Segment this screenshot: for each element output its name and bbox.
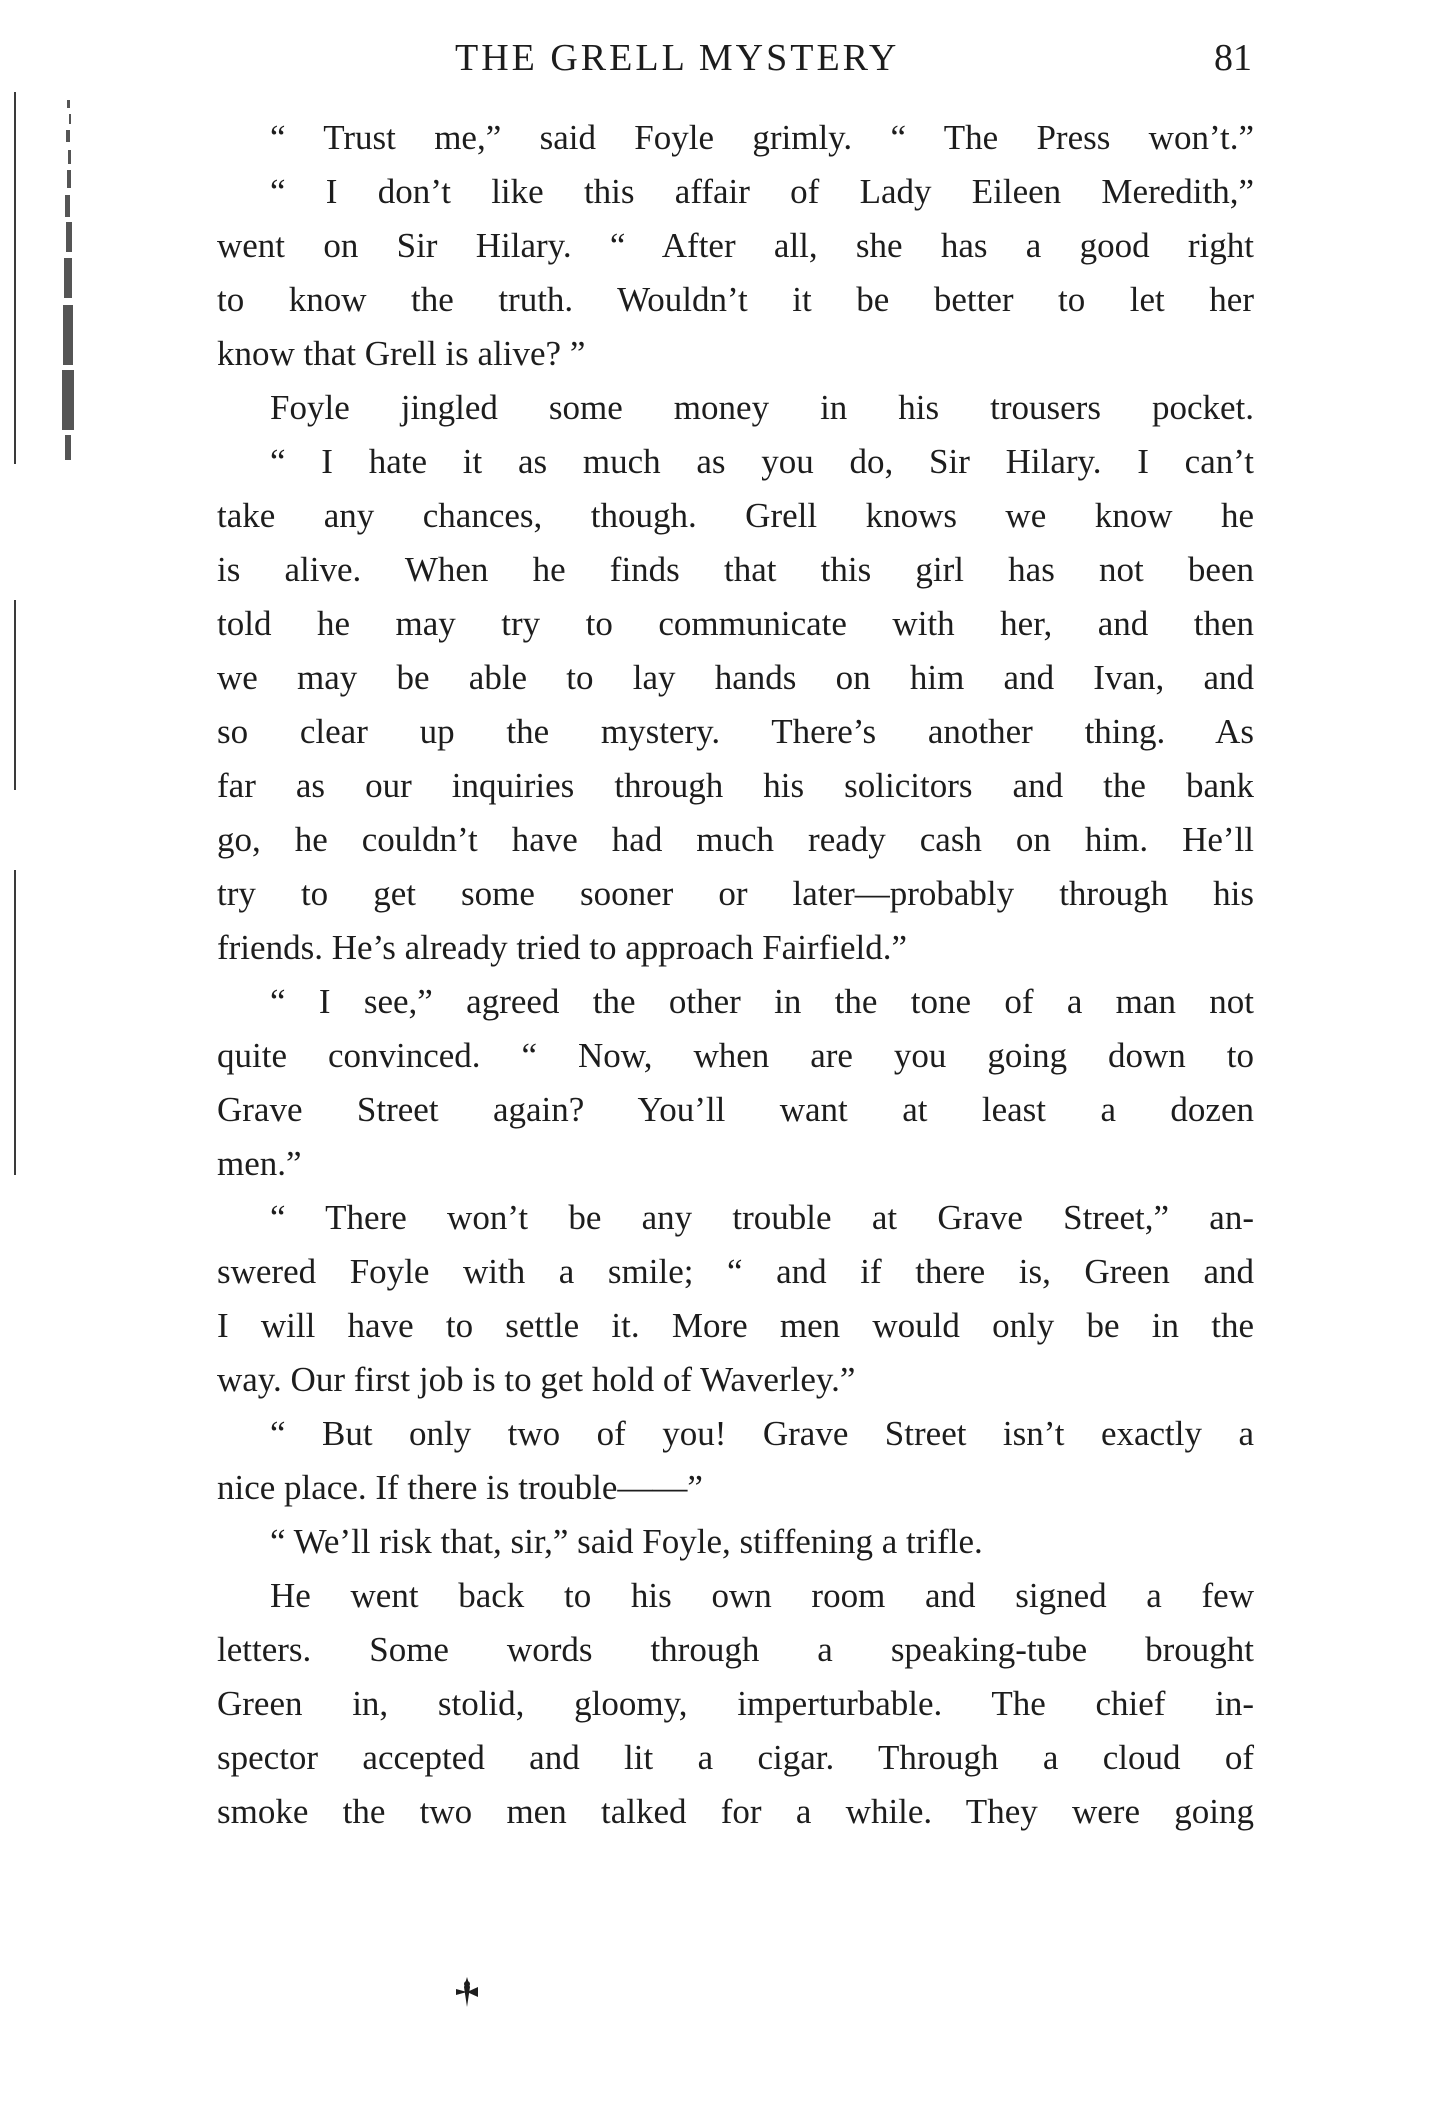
text-line: told he may try to communicate with her, and then xyxy=(217,604,1254,643)
text-line: “ I don’t like this affair of Lady Eileen Meredith,” xyxy=(270,172,1254,211)
body-text xyxy=(217,111,1254,1839)
text-line: nice place. If there is trouble——” xyxy=(217,1468,703,1507)
text-line: I will have to settle it. More men would only be in the xyxy=(217,1306,1254,1345)
text-line: so clear up the mystery. There’s another thing. As xyxy=(217,712,1254,751)
text-line: smoke the two men talked for a while. They were going xyxy=(217,1792,1254,1831)
running-title: THE GRELL MYSTERY xyxy=(455,37,900,79)
text-line: “ But only two of you! Grave Street isn’t exactly a xyxy=(270,1414,1254,1453)
text-line: swered Foyle with a smile; “ and if there is, Green and xyxy=(217,1252,1254,1291)
text-line: to know the truth. Wouldn’t it be better to let her xyxy=(217,280,1254,319)
binding-edge-texture xyxy=(55,100,85,470)
text-line: Green in, stolid, gloomy, imperturbable. The chief in- xyxy=(217,1684,1254,1723)
gutter-rule-top xyxy=(14,92,16,464)
text-line: far as our inquiries through his solicitors and the bank xyxy=(217,766,1254,805)
text-line: Foyle jingled some money in his trousers pocket. xyxy=(270,388,1254,427)
text-line: Grave Street again? You’ll want at least a dozen xyxy=(217,1090,1254,1129)
gutter-rule-middle xyxy=(14,600,16,790)
text-line: “ I see,” agreed the other in the tone of a man not xyxy=(270,982,1254,1021)
text-line: “ There won’t be any trouble at Grave Street,” an- xyxy=(270,1198,1254,1237)
text-line: went on Sir Hilary. “ After all, she has a good right xyxy=(217,226,1254,265)
text-line: He went back to his own room and signed a few xyxy=(270,1576,1254,1615)
page-number: 81 xyxy=(1214,37,1252,79)
text-line: we may be able to lay hands on him and Ivan, and xyxy=(217,658,1254,697)
text-line: quite convinced. “ Now, when are you going down to xyxy=(217,1036,1254,1075)
text-line: go, he couldn’t have had much ready cash on him. He’ll xyxy=(217,820,1254,859)
fleuron-ornament-icon xyxy=(452,1975,482,2009)
text-line: men.” xyxy=(217,1144,302,1183)
text-line: take any chances, though. Grell knows we know he xyxy=(217,496,1254,535)
gutter-rule-short xyxy=(14,975,16,1175)
text-line: know that Grell is alive? ” xyxy=(217,334,586,373)
text-line: “ I hate it as much as you do, Sir Hilary. I can’t xyxy=(270,442,1254,481)
text-line: way. Our first job is to get hold of Waverley.” xyxy=(217,1360,856,1399)
text-line: “ Trust me,” said Foyle grimly. “ The Press won’t.” xyxy=(270,118,1254,157)
text-line: try to get some sooner or later—probably through his xyxy=(217,874,1254,913)
text-line: spector accepted and lit a cigar. Through a cloud of xyxy=(217,1738,1254,1777)
text-line: is alive. When he finds that this girl has not been xyxy=(217,550,1254,589)
text-line: letters. Some words through a speaking-tube brought xyxy=(217,1630,1254,1669)
text-line: “ We’ll risk that, sir,” said Foyle, stiffening a trifle. xyxy=(270,1522,983,1561)
text-line: friends. He’s already tried to approach Fairfield.” xyxy=(217,928,908,967)
